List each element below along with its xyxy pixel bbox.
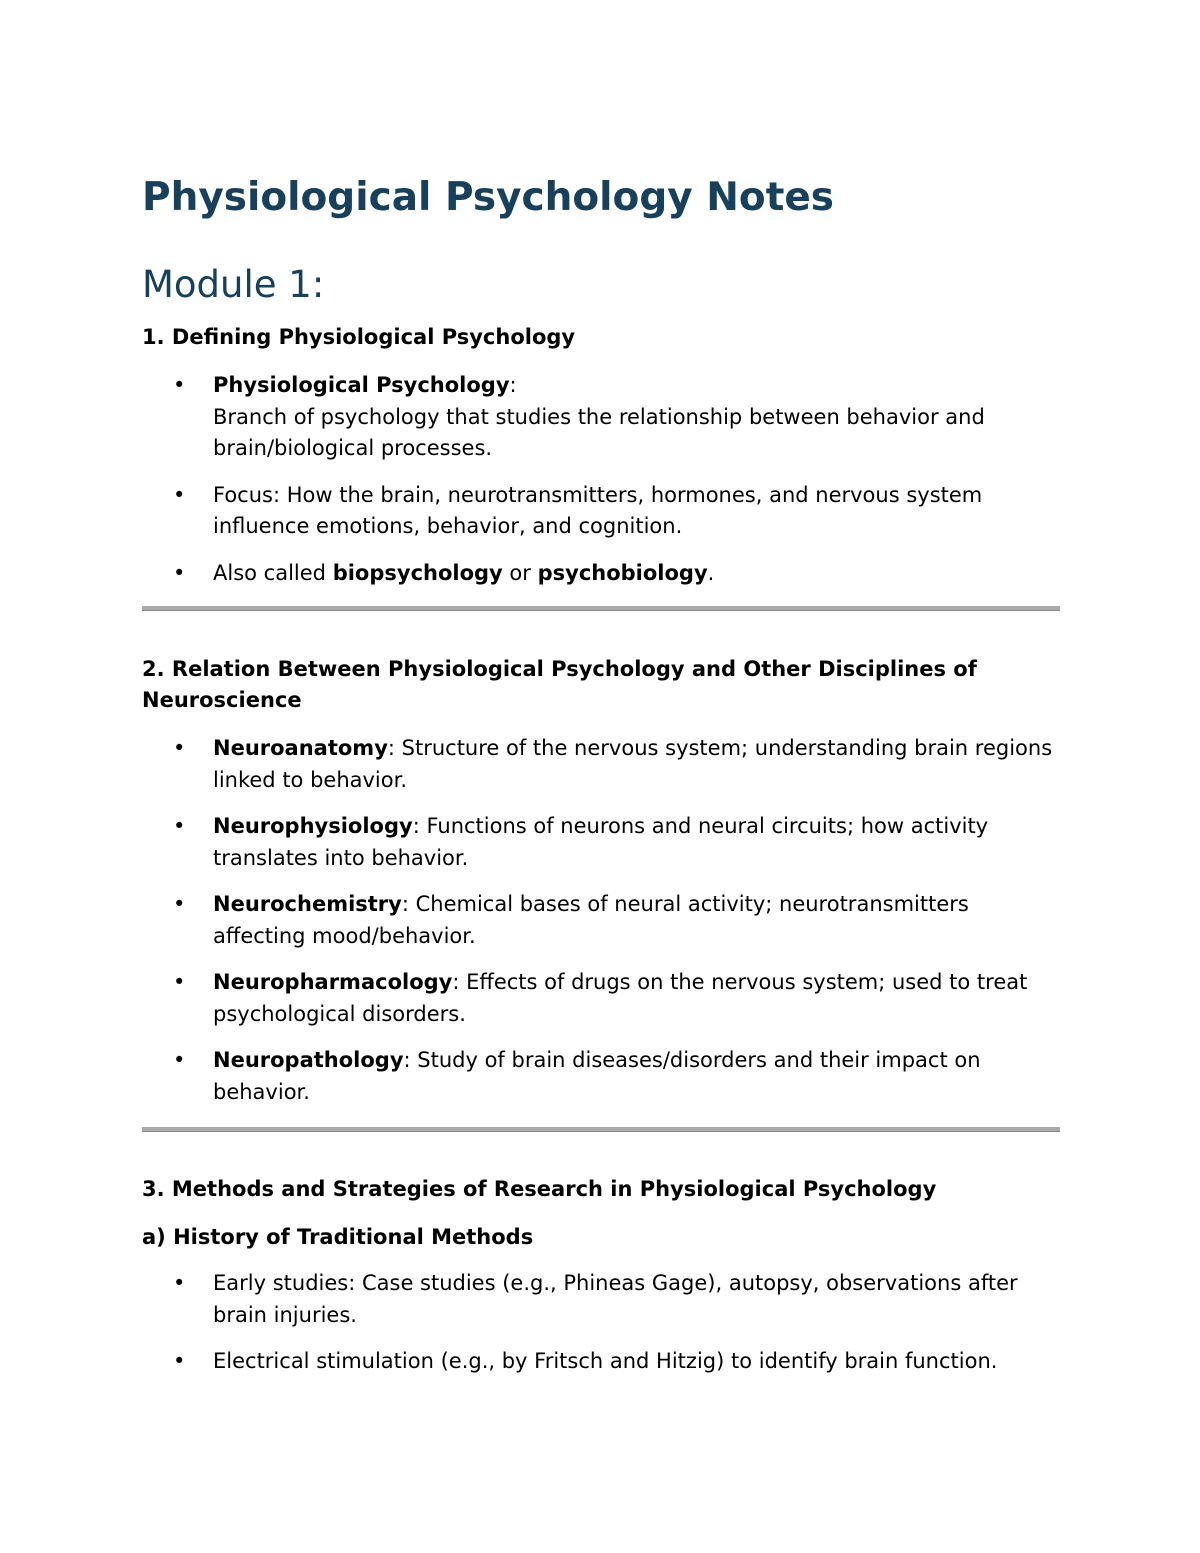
bullet-icon: • [173, 736, 186, 760]
term-neuropathology: Neuropathology [213, 1048, 404, 1072]
term-neurochemistry: Neurochemistry [213, 892, 402, 916]
also-called-middle: or [502, 560, 538, 585]
section-2-heading: 2. Relation Between Physiological Psychology and Other Disciplines of Neuroscience [142, 657, 977, 712]
term-psychobiology: psychobiology [537, 560, 708, 585]
term-neuropharmacology: Neuropharmacology [213, 970, 453, 994]
section-3-list [142, 1268, 1062, 1393]
bullet-icon: • [173, 892, 186, 916]
list-item [142, 1268, 1062, 1331]
also-called-prefix: Also called [213, 560, 333, 585]
term-neurophysiology: Neurophysiology [213, 814, 413, 838]
term-neuroanatomy: Neuroanatomy [213, 736, 388, 760]
section-1-heading: 1. Defining Physiological Psychology [142, 325, 576, 349]
term-colon: : [509, 373, 517, 397]
bullet-icon: • [173, 1048, 186, 1072]
horizontal-rule [142, 1127, 1060, 1132]
list-item [142, 480, 1062, 543]
list-item [142, 558, 1062, 590]
bullet-icon: • [173, 560, 186, 585]
item-text: : Structure of the nervous system; understanding brain regions linked to behavior. [213, 736, 1053, 792]
module-heading: Module 1: [142, 263, 325, 306]
section-1-list [142, 370, 1062, 604]
bullet-icon: • [173, 970, 186, 994]
item-text: Early studies: Case studies (e.g., Phineas Gage), autopsy, observations after brain injuries. [213, 1271, 1018, 1327]
item-text: : Effects of drugs on the nervous system; used to treat psychological disorders. [213, 970, 1028, 1026]
definition-text: Branch of psychology that studies the relationship between behavior and brain/biological processes. [213, 404, 985, 460]
bullet-icon: • [173, 1349, 186, 1373]
list-item [142, 811, 1062, 874]
item-text: Electrical stimulation (e.g., by Fritsch and Hitzig) to identify brain function. [213, 1349, 998, 1373]
bullet-icon: • [173, 1271, 186, 1295]
item-text: : Study of brain diseases/disorders and their impact on behavior. [213, 1048, 981, 1104]
list-item [142, 889, 1062, 952]
list-item [142, 1045, 1062, 1108]
term-biopsychology: biopsychology [332, 560, 503, 585]
list-item [142, 370, 1062, 465]
list-item [142, 1346, 1062, 1378]
term-physiological-psychology: Physiological Psychology [213, 373, 510, 397]
list-item [142, 967, 1062, 1030]
focus-text: Focus: How the brain, neurotransmitters, hormones, and nervous system influence emotions, behavior, and cognition. [213, 482, 983, 538]
item-text: : Chemical bases of neural activity; neurotransmitters affecting mood/behavior. [213, 892, 969, 948]
item-text: : Functions of neurons and neural circuits; how activity translates into behavior. [213, 814, 989, 870]
section-3-heading: 3. Methods and Strategies of Research in Physiological Psychology [142, 1177, 937, 1201]
section-2-list [142, 733, 1062, 1123]
bullet-icon: • [173, 814, 186, 838]
bullet-icon: • [173, 482, 186, 507]
also-called-suffix: . [707, 560, 715, 585]
bullet-icon: • [173, 373, 186, 397]
list-item [142, 733, 1062, 796]
document-title: Physiological Psychology Notes [142, 175, 835, 220]
subsection-heading: a) History of Traditional Methods [142, 1225, 534, 1249]
horizontal-rule [142, 606, 1060, 611]
